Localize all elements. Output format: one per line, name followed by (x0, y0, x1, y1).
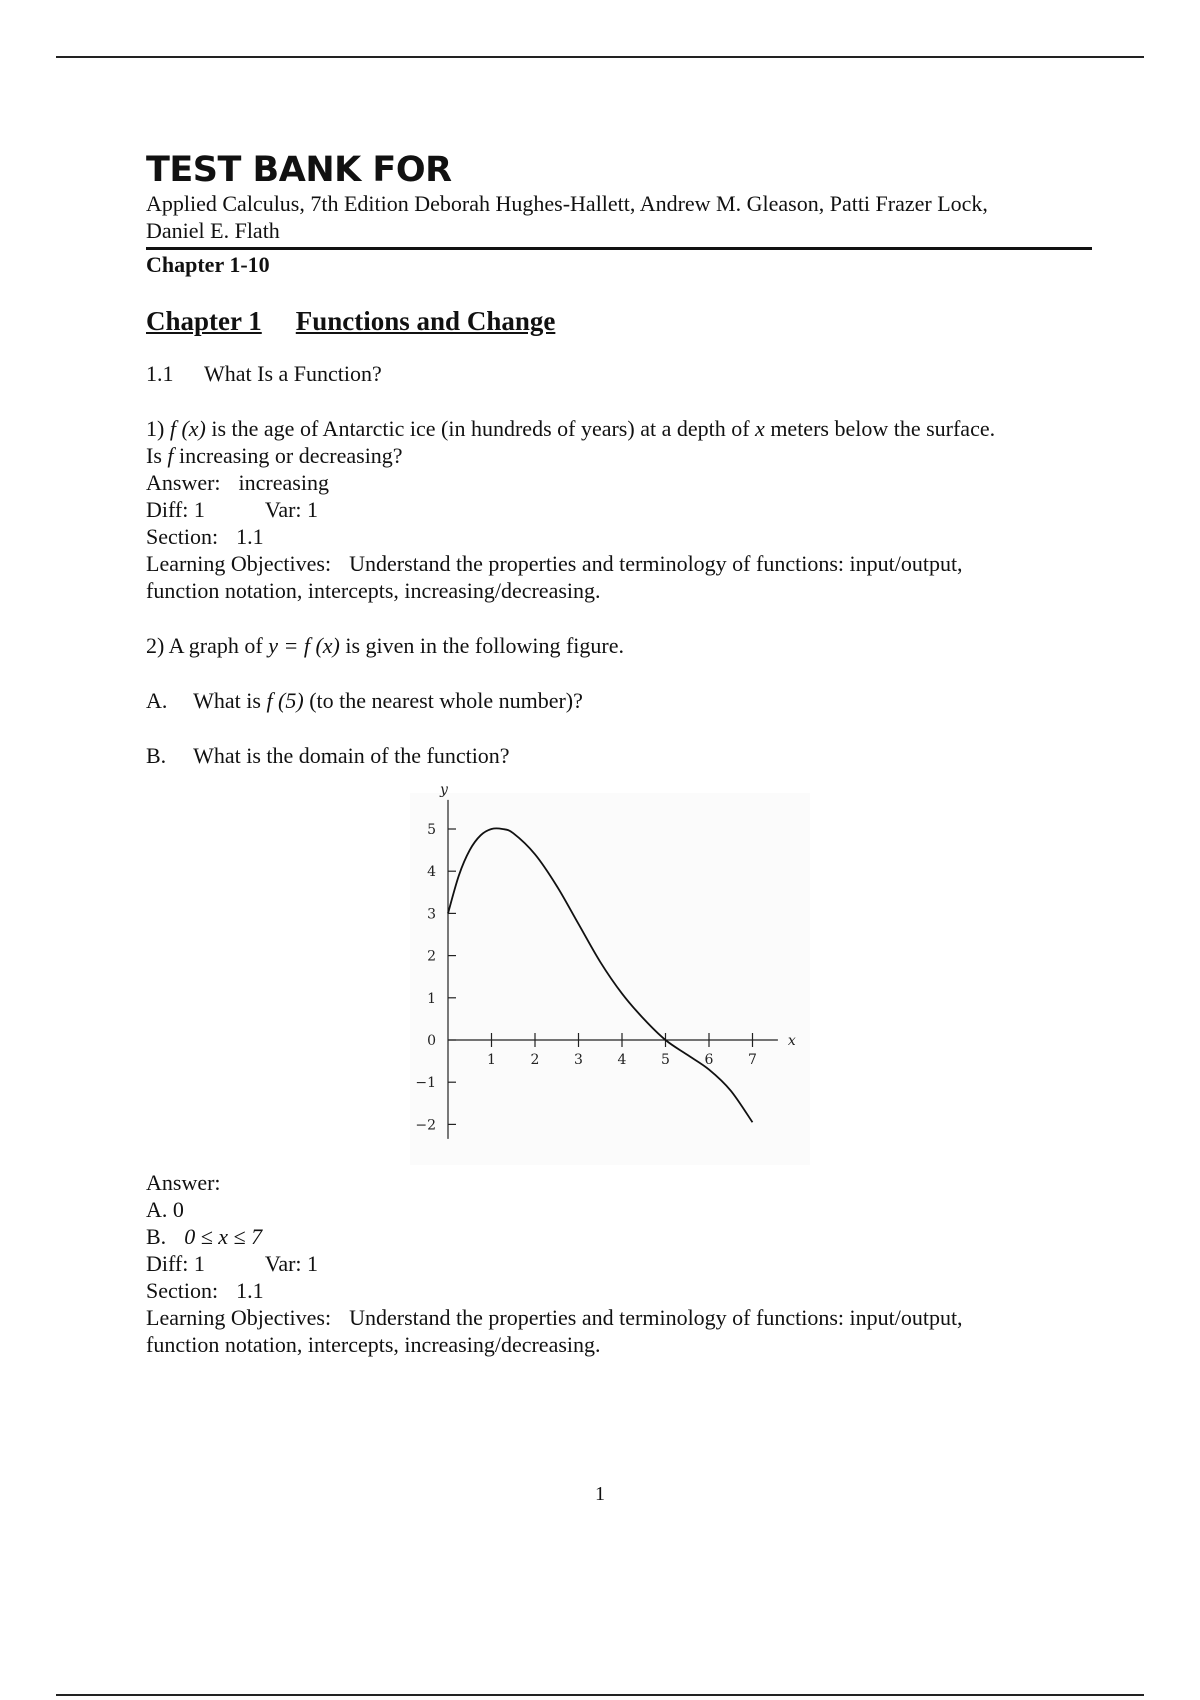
answer-b (146, 1223, 1092, 1250)
top-rule (56, 56, 1144, 58)
part-a-letter: A. (146, 688, 168, 713)
x-tick-label: 3 (574, 1052, 583, 1068)
function-graph-figure (410, 781, 810, 1165)
learning-objectives-line-1: Understand the properties and terminology of functions: input/output, (349, 551, 963, 576)
part-a-f5: f (5) (266, 688, 304, 713)
x-tick-label: 2 (530, 1052, 540, 1068)
book-subtitle-line-2: Daniel E. Flath (146, 218, 280, 243)
question-2-section (146, 1277, 1092, 1304)
learning-objectives-line-2: function notation, intercepts, increasing/decreasing. (146, 1332, 601, 1357)
question-2-intro-b: is given in the following figure. (345, 633, 624, 658)
answer-label: Answer: (146, 470, 221, 495)
question-1-line-1 (146, 415, 1092, 442)
part-a-text-b: (to the nearest whole number)? (309, 688, 583, 713)
question-2-fx: f (x) (303, 633, 340, 658)
question-1 (146, 415, 1092, 604)
section-heading (146, 360, 1092, 387)
y-tick-label: −2 (415, 1117, 436, 1134)
x-axis-label: x (787, 1033, 796, 1049)
y-tick-label: 0 (427, 1033, 436, 1049)
bottom-rule (56, 1694, 1144, 1696)
answer-b-value: 0 ≤ x ≤ 7 (184, 1224, 263, 1249)
page-number: 1 (595, 1483, 605, 1505)
question-2-y: y = (268, 633, 299, 658)
y-axis-label: y (440, 781, 448, 798)
learning-objectives-line-2: function notation, intercepts, increasing/decreasing. (146, 578, 601, 603)
question-2-part-b (146, 742, 1092, 769)
diff-value: Diff: 1 (146, 497, 205, 522)
chapter-title: Functions and Change (295, 306, 556, 336)
y-tick-label: 5 (427, 822, 436, 838)
question-1-is: Is (146, 443, 162, 468)
page-content (146, 150, 1092, 1358)
answer-a: A. 0 (146, 1197, 184, 1222)
section-value: 1.1 (236, 1278, 264, 1303)
question-1-diff-var (146, 496, 1092, 523)
var-value: Var: 1 (264, 1251, 319, 1276)
question-1-answer (146, 469, 1092, 496)
question-1-f: f (167, 443, 174, 468)
chapter-number: Chapter 1 (146, 306, 262, 336)
x-tick-label: 7 (748, 1052, 757, 1068)
section-label: Section: (146, 1278, 219, 1303)
question-1-learning-objectives (146, 550, 1092, 577)
question-1-number: 1) (146, 416, 165, 441)
part-b-letter: B. (146, 743, 167, 768)
question-2-intro-a: 2) A graph of (146, 633, 263, 658)
part-a-text-a: What is (193, 688, 261, 713)
x-tick-label: 4 (617, 1052, 627, 1068)
part-b-text: What is the domain of the function? (193, 743, 510, 768)
y-tick-label: 3 (427, 906, 436, 923)
learning-objectives-label: Learning Objectives: (146, 551, 332, 576)
document-title: TEST BANK FOR (146, 150, 452, 190)
x-tick-label: 6 (704, 1052, 714, 1068)
answer-label: Answer: (146, 1170, 221, 1195)
section-title: What Is a Function? (204, 361, 382, 386)
question-1-line-2 (146, 442, 1092, 469)
chapter-heading (146, 304, 1092, 338)
book-subtitle-line-1: Applied Calculus, 7th Edition Deborah Hughes-Hallett, Andrew M. Gleason, Patti Frazer Lock, (146, 191, 988, 216)
x-tick-label: 5 (661, 1052, 670, 1068)
y-tick-label: 2 (427, 948, 436, 965)
question-1-text-b: meters below the surface. (770, 416, 996, 441)
y-tick-label: 1 (427, 990, 436, 1007)
question-1-x: x (755, 416, 765, 441)
question-1-text-a: is the age of Antarctic ice (in hundreds of years) at a depth of (211, 416, 750, 441)
question-2-intro (146, 632, 1092, 659)
question-2-part-a (146, 687, 1092, 714)
diff-value: Diff: 1 (146, 1251, 205, 1276)
y-tick-label: −1 (415, 1075, 436, 1092)
question-1-fx: f (x) (169, 416, 206, 441)
x-tick-label: 1 (487, 1052, 496, 1068)
learning-objectives-label: Learning Objectives: (146, 1305, 332, 1330)
function-curve (448, 828, 753, 1122)
question-2 (146, 632, 1092, 1358)
question-2-learning-objectives (146, 1304, 1092, 1331)
learning-objectives-line-1: Understand the properties and terminology of functions: input/output, (349, 1305, 963, 1330)
section-value: 1.1 (236, 524, 264, 549)
section-label: Section: (146, 524, 219, 549)
question-2-diff-var (146, 1250, 1092, 1277)
answer-b-letter: B. (146, 1224, 167, 1249)
question-2-answer (146, 1169, 1092, 1358)
question-1-section (146, 523, 1092, 550)
answer-value: increasing (238, 470, 329, 495)
var-value: Var: 1 (264, 497, 319, 522)
question-1-line-2-rest: increasing or decreasing? (179, 443, 403, 468)
function-graph (410, 781, 810, 1165)
chapter-range: Chapter 1-10 (146, 247, 1092, 278)
section-number: 1.1 (146, 361, 174, 386)
y-tick-label: 4 (427, 864, 436, 881)
